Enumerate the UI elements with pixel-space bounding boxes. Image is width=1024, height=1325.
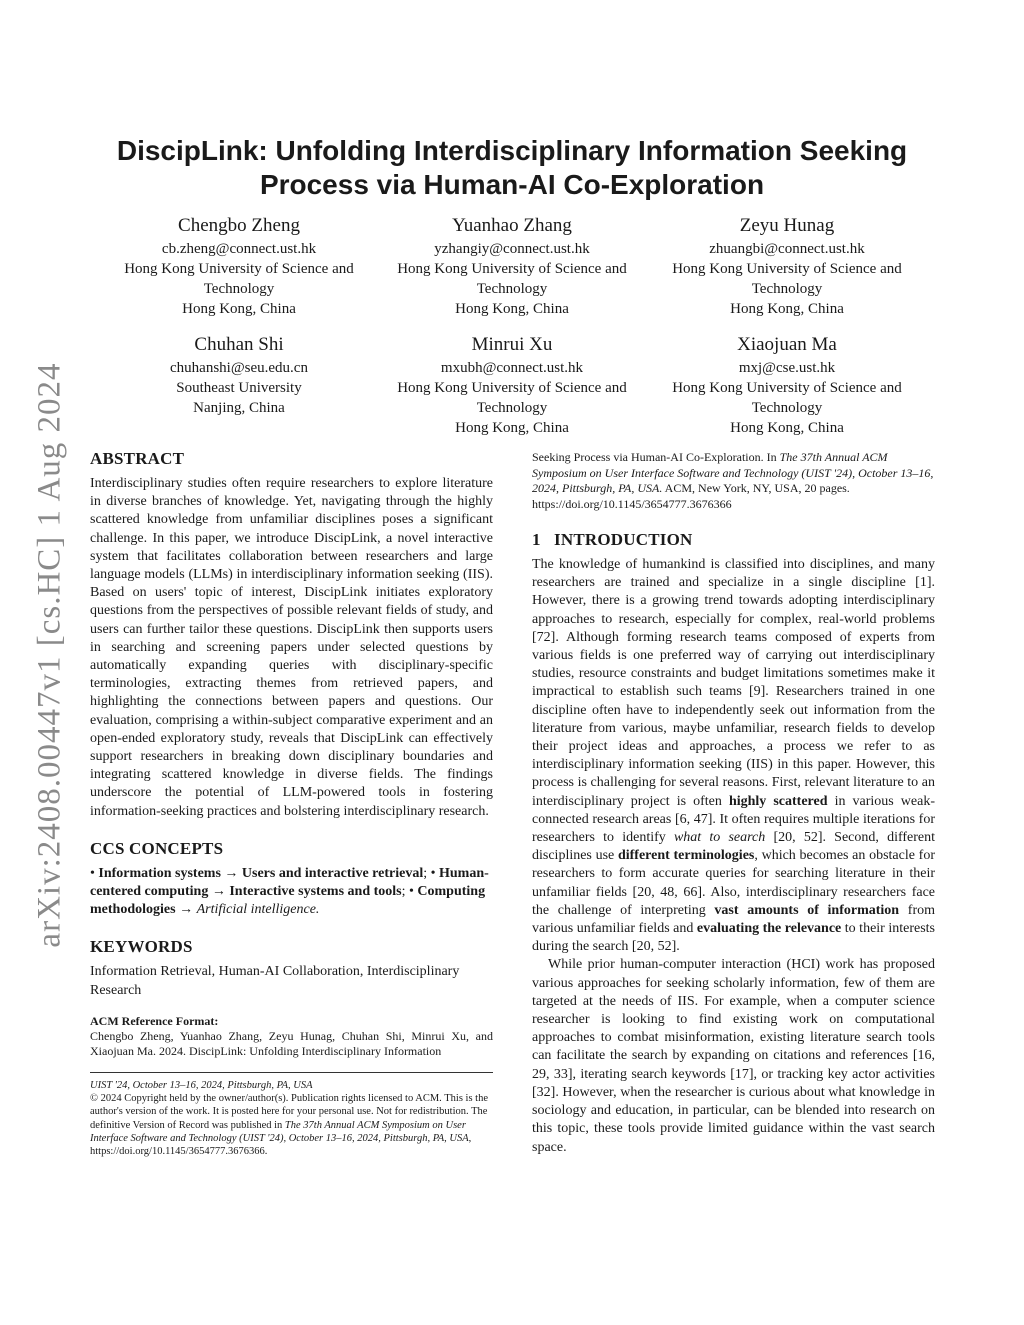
venue-text: UIST '24, October 13–16, 2024, Pittsburgh, PA, USA [90,1079,313,1091]
title-line-2: Process via Human-AI Co-Exploration [259,169,765,200]
author-email: zhuangbi@connect.ust.hk [709,241,865,257]
abstract-text: Interdisciplinary studies often require researchers to explore literature in diverse branches of knowledge. Yet, navigating through the highly scattered knowledge from unfamiliar disciplines poses a significant challenge. In this paper, we introduce DiscipLink, a novel interactive system that facilitates collaboration between researchers and large language models (LLMs) in interdisciplinary information seeking (IIS). Based on users' topic of interest, DiscipLink initiates exploratory questions from the perspectives of possible relevant fields of study, and users can further tailor these questions. DiscipLink then supports users in searching and screening papers under selected questions by automatically expanding queries with disciplinary-specific terminologies, extracting themes from retrieved papers, and highlighting the connections between papers and questions. Our evaluation, comprising a within-subject comparative experiment and an open-ended exploratory study, reveals that DiscipLink can effectively support researchers in breaking down disciplinary boundaries and integrating scattered knowledge in diverse fields. The findings underscore the potential of LLM-powered tools in fostering information-seeking practices and bolstering interdisciplinary research. [90,476,493,819]
record-italic: The 37th Annual ACM Symposium on User Interface Software and Technology (UIST '24), October 13–16, 2024, Pittsburgh, PA, USA [90,1119,469,1145]
author-affiliation: Hong Kong University of Science and [672,380,902,396]
footnote-divider [90,1072,493,1073]
arxiv-id: arXiv:2408.00447v1 [cs.HC] 1 Aug 2024 [31,362,68,948]
emphasis: highly scattered [728,793,828,809]
text: [20, 52]. Second, different disciplines use [532,830,936,864]
text: in various weak-connected research areas [6, 47]. It often requires multiple iterations for researchers to identify [532,793,935,846]
ccs-sub: Artificial intelligence. [196,902,320,918]
abstract-heading: ABSTRACT [90,449,185,468]
ccs-sub: Interactive systems and tools [229,884,402,900]
author-name: Chuhan Shi [194,334,284,355]
ccs-main: Information systems [98,865,221,881]
ccs-sub: Users and interactive retrieval [241,865,424,881]
author-block [652,333,922,438]
left-column [90,449,493,1159]
acm-ref-continued [532,450,935,512]
arxiv-sidebar [30,350,70,960]
footnote-venue [90,1079,493,1092]
author-name: Minrui Xu [471,334,553,355]
acm-ref-text: Chengbo Zheng, Yuanhao Zhang, Zeyu Hunag, Chuhan Shi, Minrui Xu, and Xiaojuan Ma. 2024. DiscipLink: Unfolding Interdisciplinary Information [90,1028,493,1059]
author-block [104,214,374,319]
text: to their interests during the search [20, 52]. [532,921,936,955]
intro-paragraph-1 [532,556,935,956]
keywords-heading: KEYWORDS [90,937,193,957]
author-affiliation: Hong Kong University of Science and [124,261,354,277]
title-line-1: DiscipLink: Unfolding Interdisciplinary Information Seeking [116,135,908,166]
author-affiliation-cont: Technology [751,281,823,297]
bullet: • [430,865,436,881]
author-email: chuhanshi@seu.edu.cn [170,360,308,376]
author-email: mxubh@connect.ust.hk [440,360,584,376]
author-email: mxj@cse.ust.hk [738,360,836,376]
author-affiliation-cont: Technology [203,281,275,297]
author-location: Nanjing, China [193,400,285,416]
arrow: → [179,902,194,918]
author-name: Xiaojuan Ma [737,334,837,355]
author-location: Hong Kong, China [730,420,844,436]
right-column [532,450,935,1157]
footnote-copyright [90,1092,493,1158]
emphasis: vast amounts of information [714,902,900,918]
author-location: Hong Kong, China [455,420,569,436]
author-email: yzhangiy@connect.ust.hk [434,241,590,257]
copyright-text: © 2024 Copyright held by the owner/author(s). Publication rights licensed to ACM. This is the author's version of the work. It is posted here for your personal use. Not for redistribution. The definitive Version of Record was published in [90,1093,488,1131]
paper-title [0,134,1024,202]
author-name: Zeyu Hunag [739,215,835,236]
doi-text: , https://doi.org/10.1145/3654777.3676366. [90,1133,472,1158]
intro-paragraph-2: While prior human-computer interaction (HCI) work has proposed various approaches for seeking scholarly information, few of them are targeted at the needs of IIS. For example, when a computer science researcher is looking to find existing work on computational approaches to combat misinformation, existing literature search tools can facilitate the search by expanding on citations and references [16, 29, 33], iterating search keywords [17], or tracking key actor activities [32]. However, when the researcher is curious about what knowledge in sociology and education, in particular, can be blended into research on this topic, these tools provide limited guidance within the vast search space. [532,957,935,1155]
keywords-text: Information Retrieval, Human-AI Collaboration, Interdisciplinary Research [90,964,460,998]
author-location: Hong Kong, China [182,301,296,317]
arrow: → [211,884,226,900]
ccs-heading: CCS CONCEPTS [90,838,224,858]
author-affiliation: Southeast University [176,380,302,396]
ccs-concepts [90,865,493,920]
author-name: Chengbo Zheng [178,215,300,236]
author-block [104,333,374,418]
acm-ref-label: ACM Reference Format: [90,1013,219,1028]
author-location: Hong Kong, China [730,301,844,317]
italic-text: what to search [673,830,766,846]
author-affiliation-cont: Technology [476,400,548,416]
text: from various unfamiliar fields and [532,902,935,937]
text: , which becomes an obstacle for researchers to form accurate queries for searching literature in their unfamiliar fields [20, 48, 66]. Also, interdisciplinary researchers face the challenge of interpreting [532,848,935,918]
intro-heading: 1 INTRODUCTION [532,530,693,549]
ccs-main: Human-centered computing [90,865,489,900]
author-email: cb.zheng@connect.ust.hk [161,241,317,257]
author-affiliation: Hong Kong University of Science and [397,380,627,396]
author-affiliation-cont: Technology [476,281,548,297]
author-block [377,214,647,319]
ref-italic: The 37th Annual ACM Symposium on User Interface Software and Technology (UIST '24), October 13–16, 2024, Pittsburgh, PA, USA. [532,450,934,495]
author-block [377,333,647,438]
arrow: → [224,865,239,881]
text: The knowledge of humankind is classified into disciplines, and many researchers are trained and specialize in a single discipline [1]. However, there is a growing trend towards adopting interdisciplinary approaches to research, especially for complex, real-world problems [72]. Although forming research teams composed of experts from various fields is one preferred way of carrying out interdisciplinary studies, resource constraints and budget limitations sometimes make it impractical to establish such teams [9]. Researchers trained in one discipline often have to independently seek out information from the literature from various, maybe unfamiliar, research fields to develop their project ideas and approaches, a process we refer to as interdisciplinary information seeking (IIS) in this paper. However, this process is challenging for several reasons. First, relevant literature to an interdisciplinary project is often [532,557,935,809]
author-affiliation-cont: Technology [751,400,823,416]
emphasis: evaluating the relevance [696,921,842,937]
author-location: Hong Kong, China [455,301,569,317]
ref-plain: Seeking Process via Human-AI Co-Exploration. In [532,450,780,464]
author-name: Yuanhao Zhang [452,215,572,236]
separator: ; [423,865,428,881]
emphasis: different terminologies [617,848,755,864]
author-affiliation: Hong Kong University of Science and [397,261,627,277]
author-affiliation: Hong Kong University of Science and [672,261,902,277]
ref-plain: ACM, New York, NY, USA, 20 pages. https://doi.org/10.1145/3654777.3676366 [532,481,850,511]
ccs-main: Computing methodologies [90,884,486,918]
separator: ; [401,884,406,900]
author-block [652,214,922,319]
bullet: • [409,884,414,900]
bullet: • [90,865,95,881]
